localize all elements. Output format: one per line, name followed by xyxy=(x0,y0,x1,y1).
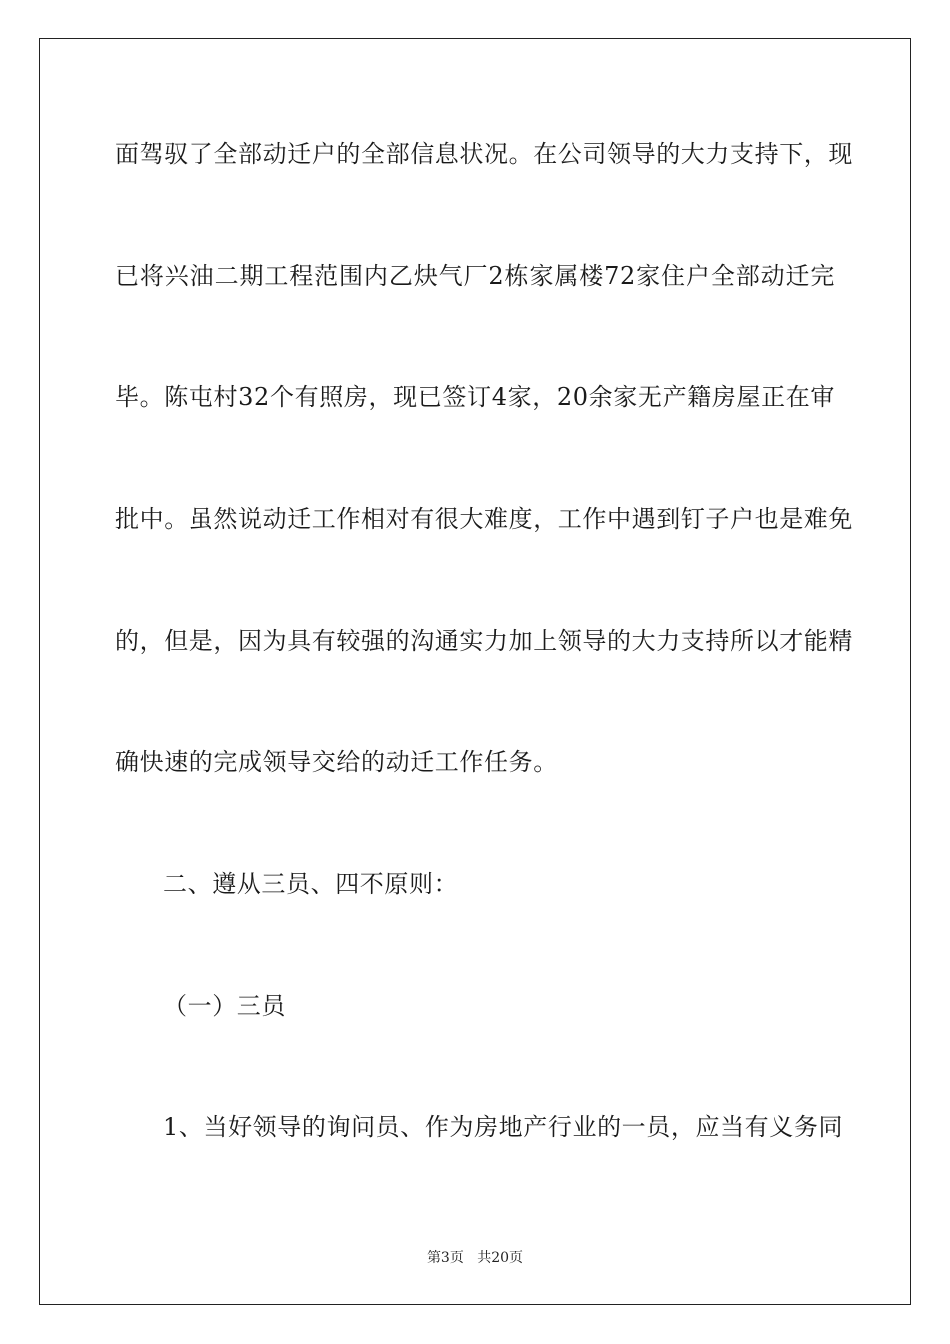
body-line-3: 毕。陈屯村32个有照房，现已签订4家，20余家无产籍房屋正在审 xyxy=(115,383,835,411)
section-heading: 二、遵从三员、四不原则： xyxy=(163,870,459,898)
subsection-heading: （一）三员 xyxy=(163,992,286,1020)
body-line-5: 的，但是，因为具有较强的沟通实力加上领导的大力支持所以才能精 xyxy=(115,627,853,655)
page-total: 共20页 xyxy=(477,1250,524,1266)
body-line-1: 面驾驭了全部动迁户的全部信息状况。在公司领导的大力支持下，现 xyxy=(115,140,853,168)
body-line-7: 1、当好领导的询问员、作为房地产行业的一员，应当有义务同 xyxy=(163,1113,844,1141)
page-number: 第3页 xyxy=(426,1250,464,1266)
page-footer xyxy=(0,1247,950,1267)
body-line-2: 已将兴油二期工程范围内乙炔气厂2栋家属楼72家住户全部动迁完 xyxy=(115,262,835,290)
body-line-6: 确快速的完成领导交给的动迁工作任务。 xyxy=(115,748,558,776)
body-line-4: 批中。虽然说动迁工作相对有很大难度，工作中遇到钉子户也是难免 xyxy=(115,505,853,533)
